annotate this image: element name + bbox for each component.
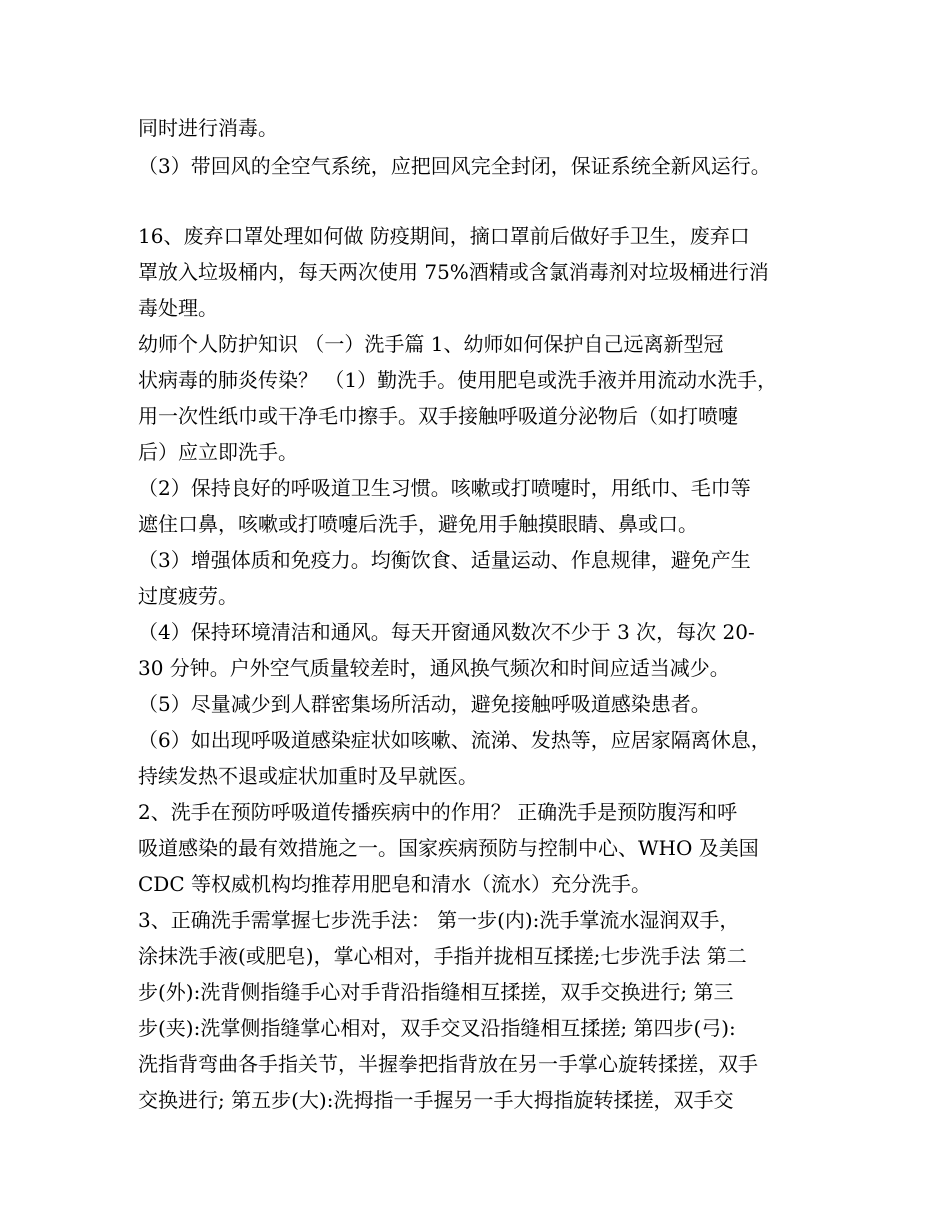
text-line: （2）保持良好的呼吸道卫生习惯。咳嗽或打喷嚏时，用纸巾、毛巾等 (138, 476, 751, 500)
text-line: （3）增强体质和免疫力。均衡饮食、适量运动、作息规律，避免产生 (138, 548, 751, 572)
text-line: 3、正确洗手需掌握七步洗手法： 第一步(内):洗手掌流水湿润双手， (138, 908, 740, 932)
text-line: 洗指背弯曲各手指关节，半握拳把指背放在另一手掌心旋转揉搓，双手 (138, 1052, 758, 1076)
text-line: 后）应立即洗手。 (138, 440, 298, 464)
text-line: 涂抹洗手液(或肥皂)，掌心相对，手指并拢相互揉搓;七步洗手法 第二 (138, 944, 747, 968)
text-line: 毒处理。 (138, 296, 218, 320)
text-line: （4）保持环境清洁和通风。每天开窗通风数次不少于 3 次，每次 20- (138, 620, 755, 644)
text-line: 遮住口鼻，咳嗽或打喷嚏后洗手，避免用手触摸眼睛、鼻或口。 (138, 512, 698, 536)
text-line: 持续发热不退或症状加重时及早就医。 (138, 764, 478, 788)
text-line: 交换进行; 第五步(大):洗拇指一手握另一手大拇指旋转揉搓，双手交 (138, 1088, 734, 1112)
text-line: 罩放入垃圾桶内，每天两次使用 75%酒精或含氯消毒剂对垃圾桶进行消 (138, 260, 769, 284)
text-line: （6）如出现呼吸道感染症状如咳嗽、流涕、发热等，应居家隔离休息， (138, 728, 771, 752)
text-line: 30 分钟。户外空气质量较差时，通风换气频次和时间应适当减少。 (138, 656, 730, 680)
text-line: 过度疲劳。 (138, 584, 238, 608)
text-line: 幼师个人防护知识 （一）洗手篇 1、幼师如何保护自己远离新型冠 (138, 332, 724, 356)
text-line: 同时进行消毒。 (138, 116, 278, 140)
text-line: （3）带回风的全空气系统，应把回风完全封闭，保证系统全新风运行。 (138, 154, 771, 178)
text-line: 16、废弃口罩处理如何做 防疫期间，摘口罩前后做好手卫生，废弃口 (138, 224, 750, 248)
text-line: 吸道感染的最有效措施之一。国家疾病预防与控制中心、WHO 及美国 (138, 836, 759, 860)
text-line: CDC 等权威机构均推荐用肥皂和清水（流水）充分洗手。 (138, 872, 651, 896)
text-line: （5）尽量减少到人群密集场所活动，避免接触呼吸道感染患者。 (138, 692, 711, 716)
text-line: 步(外):洗背侧指缝手心对手背沿指缝相互揉搓，双手交换进行; 第三 (138, 980, 734, 1004)
text-line: 2、洗手在预防呼吸道传播疾病中的作用？ 正确洗手是预防腹泻和呼 (138, 800, 738, 824)
text-line: 步(夹):洗掌侧指缝掌心相对，双手交叉沿指缝相互揉搓; 第四步(弓): (138, 1016, 736, 1040)
text-line: 状病毒的肺炎传染？ （1）勤洗手。使用肥皂或洗手液并用流动水洗手， (138, 368, 778, 392)
text-line: 用一次性纸巾或干净毛巾擦手。双手接触呼吸道分泌物后（如打喷嚏 (138, 404, 738, 428)
